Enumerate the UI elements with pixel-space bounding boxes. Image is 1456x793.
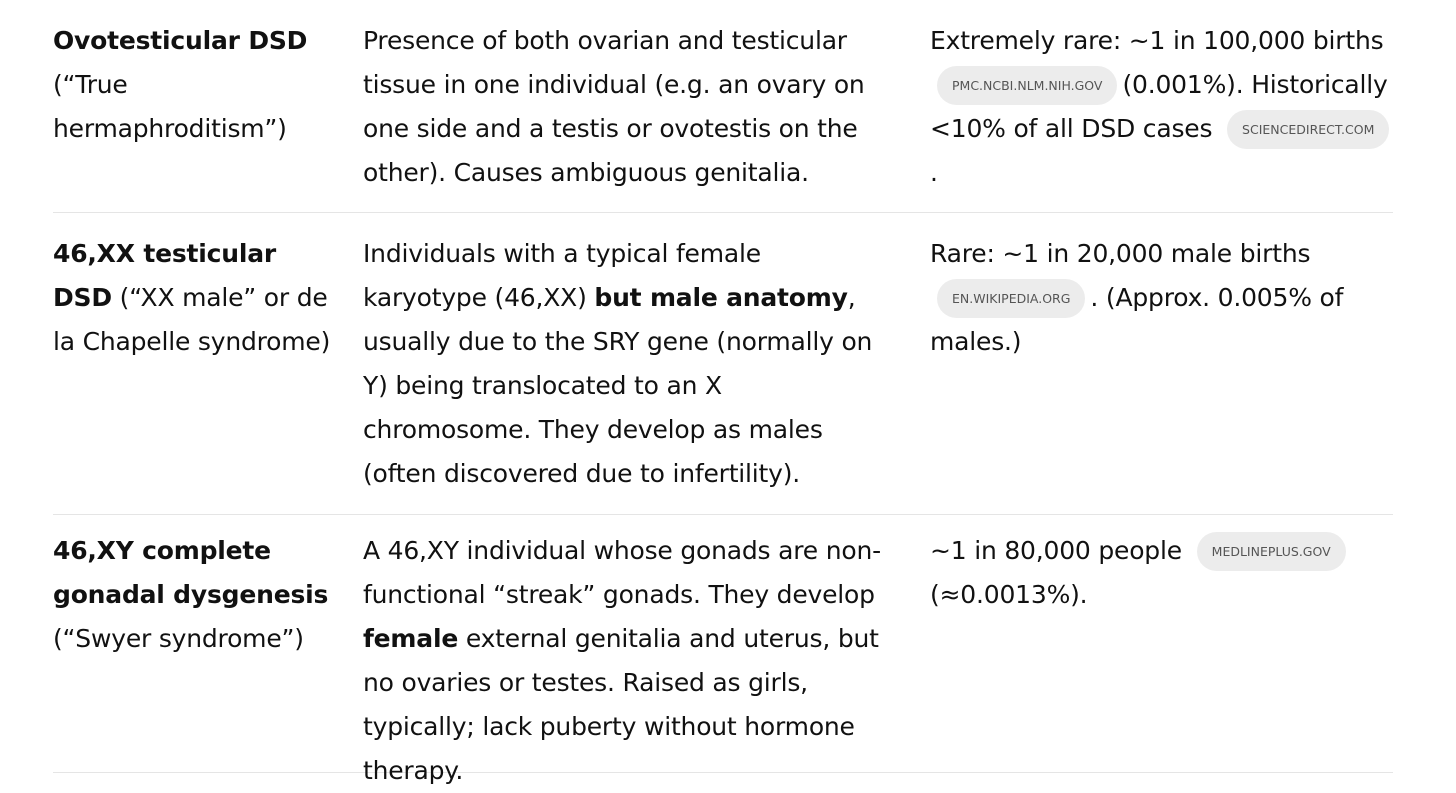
table-row (53, 0, 1393, 213)
description-text: Presence of both ovarian and testicular tissue in one individual (e.g. an ovary on one side and a testis or ovotestis on the other). Causes ambiguous genitalia. (363, 26, 865, 187)
prevalence-cell (930, 19, 1400, 195)
description-cell (363, 232, 883, 496)
prevalence-text: . (Approx. 0.005% of males.) (930, 283, 1344, 356)
condition-cell (53, 232, 343, 364)
description-text: , usually due to the SRY gene (normally on Y) being translocated to an X chromosome. They develop as males (often discovered due to infertility). (363, 283, 873, 488)
condition-name: 46,XX testicular DSD (53, 239, 277, 312)
source-citation-button[interactable]: EN.WIKIPEDIA.ORG (937, 279, 1085, 318)
prevalence-text: Rare: ~1 in 20,000 male births (930, 239, 1311, 268)
prevalence-text: ~1 in 80,000 people (930, 536, 1182, 565)
condition-alias: (“XX male” or de la Chapelle syndrome) (53, 283, 331, 356)
description-cell (363, 529, 883, 793)
description-cell (363, 19, 883, 195)
condition-name: 46,XY complete gonadal dysgenesis (53, 536, 329, 609)
prevalence-cell (930, 232, 1400, 364)
dsd-table (53, 0, 1393, 785)
prevalence-text: . (930, 158, 938, 187)
prevalence-cell (930, 529, 1400, 617)
table-row (53, 515, 1393, 785)
description-emphasis: female (363, 624, 459, 653)
prevalence-text: Extremely rare: ~1 in 100,000 births (930, 26, 1384, 55)
condition-name: Ovotesticular DSD (53, 26, 308, 55)
condition-alias: (“True hermaphroditism”) (53, 70, 287, 143)
prevalence-text: (0.001%). Historically <10% of all DSD cases (930, 70, 1388, 143)
source-citation-button[interactable]: SCIENCEDIRECT.COM (1227, 110, 1389, 149)
source-citation-button[interactable]: PMC.NCBI.NLM.NIH.GOV (937, 66, 1117, 105)
description-emphasis: but male anatomy (594, 283, 848, 312)
condition-cell (53, 19, 343, 151)
description-text: A 46,XY individual whose gonads are non-functional “streak” gonads. They develop (363, 536, 881, 609)
description-text: Individuals with a typical female karyotype (46,XX) (363, 239, 761, 312)
condition-cell (53, 529, 343, 661)
prevalence-text: (≈0.0013%). (930, 580, 1088, 609)
condition-alias: (“Swyer syndrome”) (53, 624, 304, 653)
table-row (53, 213, 1393, 515)
source-citation-button[interactable]: MEDLINEPLUS.GOV (1197, 532, 1346, 571)
description-text: external genitalia and uterus, but no ovaries or testes. Raised as girls, typically; lack puberty without hormone therapy. (363, 624, 879, 785)
